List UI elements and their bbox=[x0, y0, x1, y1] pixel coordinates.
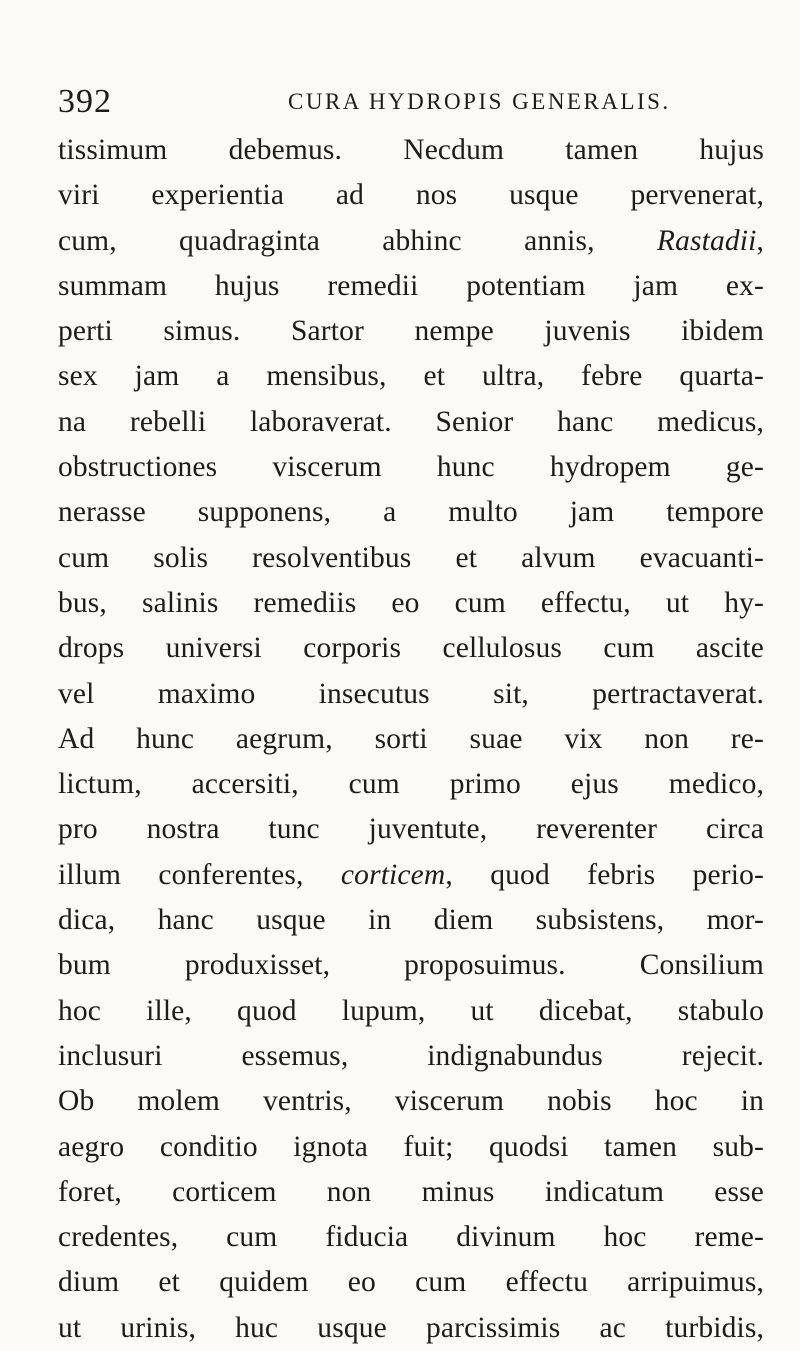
text-line-20: hoc ille, quod lupum, ut dicebat, stabulo bbox=[58, 994, 764, 1027]
text-line-11: bus, salinis remediis eo cum effectu, ut hy- bbox=[58, 586, 764, 619]
text-line-17: illum conferentes, corticem, quod febris perio- bbox=[58, 858, 764, 891]
text-line-10: cum solis resolventibus et alvum evacuanti- bbox=[58, 541, 764, 574]
text-line-19: bum produxisset, proposuimus. Consilium bbox=[58, 949, 764, 982]
text-line-14: Ad hunc aegrum, sorti suae vix non re- bbox=[58, 722, 764, 755]
page-number: 392 bbox=[58, 83, 112, 120]
text-line-16: pro nostra tunc juventute, reverenter circa bbox=[58, 813, 764, 846]
running-head bbox=[58, 80, 698, 124]
text-line-13: vel maximo insecutus sit, pertractaverat. bbox=[58, 677, 764, 710]
text-line-25: credentes, cum fiducia divinum hoc reme- bbox=[58, 1221, 764, 1254]
text-line-4: summam hujus remedii potentiam jam ex- bbox=[58, 269, 764, 302]
text-line-1: tissimum debemus. Necdum tamen hujus bbox=[58, 134, 764, 166]
body-text bbox=[58, 128, 764, 1351]
text-line-9: nerasse supponens, a multo jam tempore bbox=[58, 496, 764, 529]
running-head-title: CURA HYDROPIS GENERALIS. bbox=[288, 89, 671, 114]
italic-rastadii: Rastadii bbox=[656, 224, 757, 257]
text-line-15: lictum, accersiti, cum primo ejus medico, bbox=[58, 768, 764, 801]
text-line-5: perti simus. Sartor nempe juvenis ibidem bbox=[58, 315, 764, 348]
text-line-27: ut urinis, huc usque parcissimis ac turbidis, bbox=[58, 1311, 764, 1344]
text-line-6: sex jam a mensibus, et ultra, febre quarta- bbox=[58, 360, 764, 393]
text-line-21: inclusuri essemus, indignabundus rejecit. bbox=[58, 1039, 764, 1072]
text-line-18: dica, hanc usque in diem subsistens, mor- bbox=[58, 904, 764, 937]
text-line-23: aegro conditio ignota fuit; quodsi tamen sub- bbox=[58, 1130, 764, 1163]
text-line-22: Ob molem ventris, viscerum nobis hoc in bbox=[58, 1085, 764, 1118]
text-line-12: drops universi corporis cellulosus cum ascite bbox=[58, 632, 764, 665]
text-line-26: dium et quidem eo cum effectu arripuimus, bbox=[58, 1266, 764, 1299]
text-line-2: viri experientia ad nos usque pervenerat, bbox=[58, 179, 764, 212]
text-line-3: cum, quadraginta abhinc annis, Rastadii, bbox=[58, 224, 764, 257]
text-line-7: na rebelli laboraverat. Senior hanc medicus, bbox=[58, 405, 764, 438]
italic-corticem: corticem bbox=[340, 858, 446, 891]
text-line-24: foret, corticem non minus indicatum esse bbox=[58, 1175, 764, 1208]
text-line-8: obstructiones viscerum hunc hydropem ge- bbox=[58, 451, 764, 484]
